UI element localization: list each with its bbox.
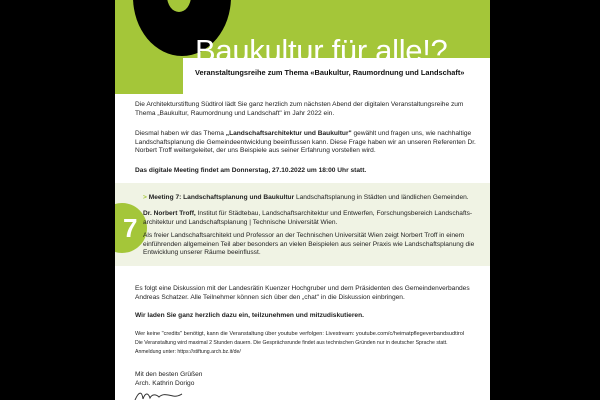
topic-bold: „Landschaftsarchitektur und Baukultur" [225,130,352,137]
topic-prefix: Diesmal haben wir das Thema [135,130,226,137]
discussion-text: Es folgt eine Diskussion mit der Landesrätin Kuenzer Hochgruber und dem Präsidenten des Gemeindenverbandes Andreas Schatzer. Alle Teilnehmer können sich über den „chat" in die Diskussion einbringen. [135,285,470,301]
credits-text: Wer keine "credits" benötigt, kann die Veranstaltung über youtube verfolgen: Livestream: youtube.com/c/heimatpflegeverbandsudtirol [135,331,465,337]
arrow-icon: > [143,194,147,201]
signature-icon [133,389,183,400]
speaker-info [143,210,479,227]
speaker-bio: Als freier Landschaftsarchitekt und Professor an der Technischen Universität Wien zeigt Norbert Troff in einem einführenden allgemeinen Teil aber besonders an vielen Beispielen aus seiner Praxis wie Landschaftsplanung die Entwicklung unserer Räume beeinflusst. [143,232,475,257]
meeting-number: 7 [123,213,138,243]
date-line: Das digitale Meeting findet am Donnerstag, 27.10.2022 um 18:00 Uhr statt. [135,167,367,174]
meeting-title [143,194,479,203]
page-title: Baukultur für alle!? [195,33,448,68]
meeting-box [115,183,490,266]
header-banner [115,0,490,94]
page-subtitle: Veranstaltungsreihe zum Thema «Baukultur, Raumordnung und Landschaft» [195,68,465,77]
closing-greeting: Mit den besten Grüßen [135,371,203,378]
topic-suffix: gewählt und fragen uns, wie nachhaltige Landschaftsplanung die Gemeindeentwicklung beeinflussen kann. Diese Frage haben wir an unseren Referenten Dr. Norbert Troff weitergeleitet, der uns Beispiele aus seiner Erfahrung vorstellen wird. [135,130,476,155]
registration-link[interactable]: Anmeldung unter: https://stiftung.arch.bz.it/de/ [135,349,241,355]
speaker-affiliation: Institut für Städtebau, Landschaftsarchitektur und Entwerfen, Forschungsbereich Landschafts-architektur und Landschaftsplanung | Technische Universität Wien. [143,210,473,226]
meeting-title-rest: Landschaftsplanung in Städten und ländlichen Gemeinden. [294,194,469,201]
speaker-name: Dr. Norbert Troff, [143,210,196,217]
newsletter-page [115,0,490,400]
invite-text: Wir laden Sie ganz herzlich dazu ein, teilzunehmen und mitzudiskutieren. [135,312,364,319]
signer-name: Arch. Kathrin Dorigo [135,380,195,387]
duration-note: Die Veranstaltung wird maximal 2 Stunden dauern. Die Gesprächsrunde findet aus technischen Gründen nur in deutscher Sprache statt. [135,340,448,346]
meeting-title-bold: Meeting 7: Landschaftsplanung und Baukultur [148,194,295,201]
topic-paragraph [135,130,479,156]
intro-text: Die Architekturstiftung Südtirol lädt Sie ganz herzlich zum nächsten Abend der digitalen Veranstaltungsreihe zum Thema „Baukultur, Raumordnung und Landschaft" im Jahr 2022 ein. [135,101,464,117]
